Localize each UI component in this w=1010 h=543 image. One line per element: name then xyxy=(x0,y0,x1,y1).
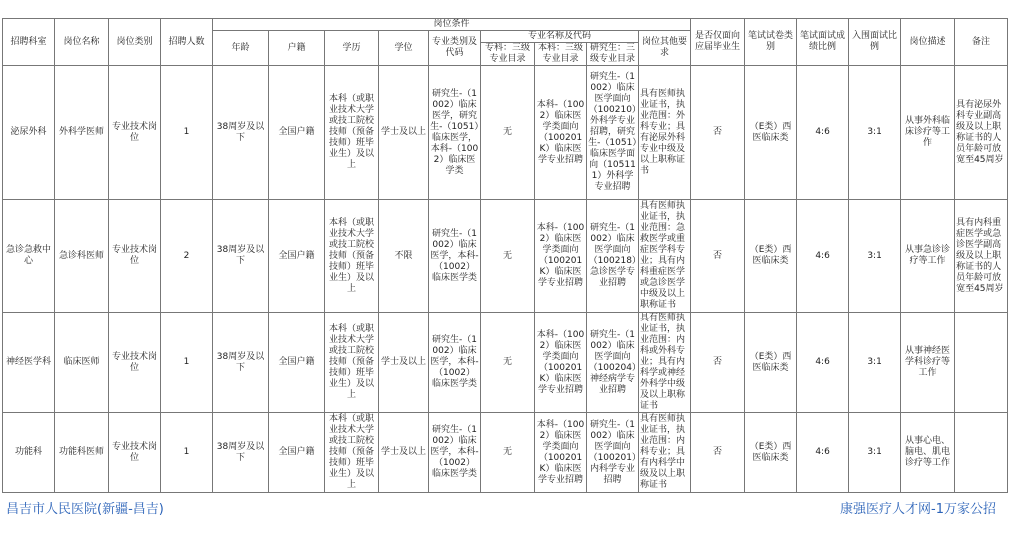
cell-interview-ratio: 3:1 xyxy=(849,313,901,413)
cell-education: 本科（或职业技术大学或技工院校技师（预备技师）班毕业生）及以上 xyxy=(325,413,379,493)
header-note: 备注 xyxy=(955,19,1008,66)
cell-education: 本科（或职业技术大学或技工院校技师（预备技师）班毕业生）及以上 xyxy=(325,313,379,413)
cell-exam-type: （E类）西医临床类 xyxy=(745,66,797,200)
cell-score-ratio: 4:6 xyxy=(797,413,849,493)
cell-dept: 功能科 xyxy=(3,413,55,493)
cell-other-req: 具有医师执业证书，执业范围：急救医学或重症医学科专业；具有内科重症医学或急诊医学中级及以上职称证书 xyxy=(639,200,691,313)
cell-fresh-grad: 否 xyxy=(691,413,745,493)
cell-major-code: 研究生-（1002）临床医学，研究生-（1051）临床医学，本科-（1002）临床医学类 xyxy=(429,66,481,200)
header-age: 年龄 xyxy=(213,31,269,66)
cell-other-req: 具有医师执业证书，执业范围：外科专业；具有泌尿外科专业中级及以上职称证书 xyxy=(639,66,691,200)
cell-major-bachelor: 本科-（1002）临床医学类面向（100201K）临床医学专业招聘 xyxy=(535,66,587,200)
cell-degree: 学士及以上 xyxy=(379,413,429,493)
cell-huji: 全国户籍 xyxy=(269,200,325,313)
header-major-junior: 专科：三级专业目录 xyxy=(481,43,535,66)
cell-position: 临床医师 xyxy=(55,313,109,413)
cell-note xyxy=(955,413,1008,493)
header-conditions: 岗位条件 xyxy=(213,19,691,31)
cell-fresh-grad: 否 xyxy=(691,200,745,313)
cell-fresh-grad: 否 xyxy=(691,66,745,200)
cell-count: 2 xyxy=(161,200,213,313)
cell-major-graduate: 研究生-（1002）临床医学面向（100210）外科学专业招聘，研究生-（1051）临床医学面向（105111）外科学专业招聘 xyxy=(587,66,639,200)
cell-description: 从事神经医学科诊疗等工作 xyxy=(901,313,955,413)
cell-other-req: 具有医师执业证书，执业范围：内科专业；具有内科学中级及以上职称证书 xyxy=(639,413,691,493)
cell-description: 从事急诊诊疗等工作 xyxy=(901,200,955,313)
cell-education: 本科（或职业技术大学或技工院校技师（预备技师）班毕业生）及以上 xyxy=(325,66,379,200)
header-major-group: 专业名称及代码 xyxy=(481,31,639,43)
cell-other-req: 具有医师执业证书，执业范围：内科或外科专业；具有内科学或神经外科学中级及以上职称证书 xyxy=(639,313,691,413)
cell-type: 专业技术岗位 xyxy=(109,200,161,313)
header-count: 招聘人数 xyxy=(161,19,213,66)
header-major-bachelor: 本科：三级专业目录 xyxy=(535,43,587,66)
header-description: 岗位描述 xyxy=(901,19,955,66)
cell-major-junior: 无 xyxy=(481,200,535,313)
cell-count: 1 xyxy=(161,413,213,493)
header-other-req: 岗位其他要求 xyxy=(639,31,691,66)
header-degree: 学位 xyxy=(379,31,429,66)
cell-major-bachelor: 本科-（1002）临床医学类面向（100201K）临床医学专业招聘 xyxy=(535,313,587,413)
header-exam-type: 笔试试卷类别 xyxy=(745,19,797,66)
footer-source-right: 康强医疗人才网-1万家公招 xyxy=(840,502,996,517)
cell-fresh-grad: 否 xyxy=(691,313,745,413)
cell-interview-ratio: 3:1 xyxy=(849,200,901,313)
cell-age: 38周岁及以下 xyxy=(213,313,269,413)
cell-major-code: 研究生-（1002）临床医学，本科-（1002）临床医学类 xyxy=(429,313,481,413)
cell-position: 功能科医师 xyxy=(55,413,109,493)
cell-degree: 不限 xyxy=(379,200,429,313)
header-huji: 户籍 xyxy=(269,31,325,66)
cell-score-ratio: 4:6 xyxy=(797,200,849,313)
table-row xyxy=(3,200,1008,313)
header-major-graduate: 研究生：三级专业目录 xyxy=(587,43,639,66)
cell-major-graduate: 研究生-（1002）临床医学面向（100204）神经病学专业招聘 xyxy=(587,313,639,413)
cell-dept: 急诊急救中心 xyxy=(3,200,55,313)
cell-dept: 神经医学科 xyxy=(3,313,55,413)
cell-huji: 全国户籍 xyxy=(269,313,325,413)
cell-major-junior: 无 xyxy=(481,413,535,493)
cell-major-junior: 无 xyxy=(481,66,535,200)
cell-description: 从事心电、脑电、肌电诊疗等工作 xyxy=(901,413,955,493)
cell-score-ratio: 4:6 xyxy=(797,313,849,413)
cell-age: 38周岁及以下 xyxy=(213,200,269,313)
table-row xyxy=(3,313,1008,413)
cell-major-graduate: 研究生-（1002）临床医学面向（100218）急诊医学专业招聘 xyxy=(587,200,639,313)
cell-count: 1 xyxy=(161,313,213,413)
cell-type: 专业技术岗位 xyxy=(109,413,161,493)
header-education: 学历 xyxy=(325,31,379,66)
header-dept: 招聘科室 xyxy=(3,19,55,66)
cell-degree: 学士及以上 xyxy=(379,66,429,200)
header-score-ratio: 笔试面试成绩比例 xyxy=(797,19,849,66)
cell-exam-type: （E类）西医临床类 xyxy=(745,413,797,493)
footer-source-left: 昌吉市人民医院(新疆-昌吉) xyxy=(6,502,164,517)
cell-exam-type: （E类）西医临床类 xyxy=(745,313,797,413)
cell-interview-ratio: 3:1 xyxy=(849,413,901,493)
cell-note xyxy=(955,313,1008,413)
cell-major-junior: 无 xyxy=(481,313,535,413)
header-position: 岗位名称 xyxy=(55,19,109,66)
header-major-code: 专业类别及代码 xyxy=(429,31,481,66)
cell-type: 专业技术岗位 xyxy=(109,313,161,413)
cell-huji: 全国户籍 xyxy=(269,66,325,200)
cell-type: 专业技术岗位 xyxy=(109,66,161,200)
cell-note: 具有泌尿外科专业副高级及以上职称证书的人员年龄可放宽至45周岁 xyxy=(955,66,1008,200)
cell-description: 从事外科临床诊疗等工作 xyxy=(901,66,955,200)
cell-education: 本科（或职业技术大学或技工院校技师（预备技师）班毕业生）及以上 xyxy=(325,200,379,313)
table-row xyxy=(3,413,1008,493)
cell-huji: 全国户籍 xyxy=(269,413,325,493)
header-fresh-grad: 是否仅面向应届毕业生 xyxy=(691,19,745,66)
cell-degree: 学士及以上 xyxy=(379,313,429,413)
cell-major-code: 研究生-（1002）临床医学，本科-（1002）临床医学类 xyxy=(429,413,481,493)
cell-score-ratio: 4:6 xyxy=(797,66,849,200)
header-interview-ratio: 入围面试比例 xyxy=(849,19,901,66)
cell-position: 急诊科医师 xyxy=(55,200,109,313)
cell-age: 38周岁及以下 xyxy=(213,66,269,200)
cell-age: 38周岁及以下 xyxy=(213,413,269,493)
cell-major-graduate: 研究生-（1002）临床医学面向（100201）内科学专业招聘 xyxy=(587,413,639,493)
cell-major-bachelor: 本科-（1002）临床医学类面向（100201K）临床医学专业招聘 xyxy=(535,413,587,493)
cell-note: 具有内科重症医学或急诊医学副高级及以上职称证书的人员年龄可放宽至45周岁 xyxy=(955,200,1008,313)
recruitment-table xyxy=(2,18,1008,493)
cell-major-bachelor: 本科-（1002）临床医学类面向（100201K）临床医学专业招聘 xyxy=(535,200,587,313)
cell-dept: 泌尿外科 xyxy=(3,66,55,200)
cell-major-code: 研究生-（1002）临床医学，本科-（1002）临床医学类 xyxy=(429,200,481,313)
table-row xyxy=(3,66,1008,200)
cell-position: 外科学医师 xyxy=(55,66,109,200)
cell-exam-type: （E类）西医临床类 xyxy=(745,200,797,313)
header-type: 岗位类别 xyxy=(109,19,161,66)
cell-count: 1 xyxy=(161,66,213,200)
cell-interview-ratio: 3:1 xyxy=(849,66,901,200)
